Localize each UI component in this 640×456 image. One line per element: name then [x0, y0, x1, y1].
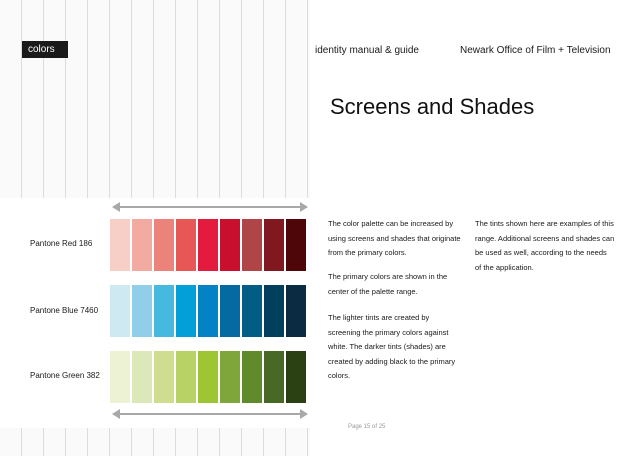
swatch-red-3 — [154, 219, 174, 271]
palette-label-green: Pantone Green 382 — [30, 371, 100, 380]
page-title: Screens and Shades — [330, 94, 535, 119]
swatch-row-green — [110, 351, 306, 403]
palette-label-blue: Pantone Blue 7460 — [30, 306, 99, 315]
body-paragraph-4: The tints shown here are examples of this range. Additional screens and shades can be used as well, according to the needs of the application. — [475, 219, 615, 272]
swatch-blue-1 — [110, 285, 130, 337]
range-arrow-top — [112, 202, 308, 212]
swatch-blue-8 — [264, 285, 284, 337]
body-paragraph-1: The color palette can be increased by using screens and shades that originate from the primary colors. — [328, 219, 461, 257]
organization-name: Newark Office of Film + Television — [460, 45, 611, 56]
swatch-green-9 — [286, 351, 306, 403]
swatch-red-7 — [242, 219, 262, 271]
swatch-red-8 — [264, 219, 284, 271]
palette-label-red: Pantone Red 186 — [30, 239, 93, 248]
swatch-green-2 — [132, 351, 152, 403]
swatch-blue-9 — [286, 285, 306, 337]
swatch-blue-7 — [242, 285, 262, 337]
page-number: Page 15 of 25 — [348, 424, 386, 430]
swatch-red-2 — [132, 219, 152, 271]
swatch-red-4 — [176, 219, 196, 271]
swatch-blue-6 — [220, 285, 240, 337]
swatch-green-1 — [110, 351, 130, 403]
swatch-blue-2 — [132, 285, 152, 337]
range-arrow-bottom — [112, 409, 308, 419]
body-paragraph-3: The lighter tints are created by screening the primary colors against white. The darker tints (shades) are created by adding black to the primary colors. — [328, 313, 456, 380]
swatch-row-blue — [110, 285, 306, 337]
section-tab[interactable]: colors — [22, 41, 68, 58]
swatch-green-3 — [154, 351, 174, 403]
swatch-row-red — [110, 219, 306, 271]
swatch-red-6 — [220, 219, 240, 271]
swatch-red-1 — [110, 219, 130, 271]
swatch-green-5 — [198, 351, 218, 403]
manual-title: identity manual & guide — [315, 45, 419, 56]
swatch-blue-4 — [176, 285, 196, 337]
swatch-green-4 — [176, 351, 196, 403]
swatch-blue-3 — [154, 285, 174, 337]
left-page-panel — [0, 0, 310, 456]
body-paragraph-2: The primary colors are shown in the center of the palette range. — [328, 272, 448, 296]
swatch-blue-5 — [198, 285, 218, 337]
swatch-red-5 — [198, 219, 218, 271]
swatch-red-9 — [286, 219, 306, 271]
swatch-green-7 — [242, 351, 262, 403]
swatch-green-6 — [220, 351, 240, 403]
swatch-green-8 — [264, 351, 284, 403]
